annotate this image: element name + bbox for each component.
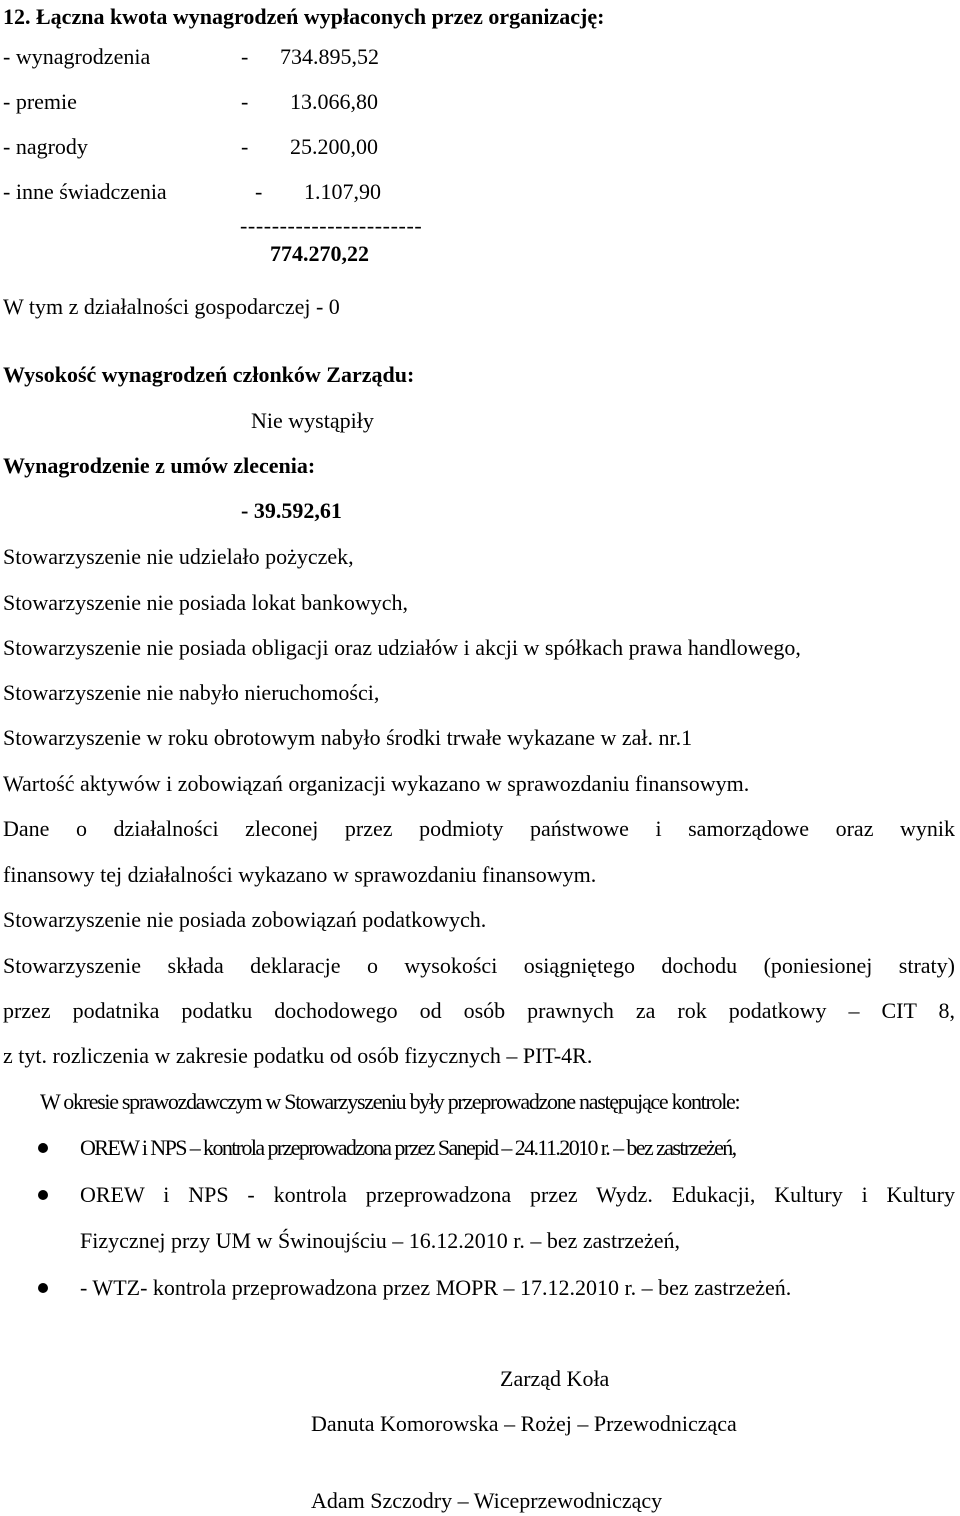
controls-heading: W okresie sprawozdawczym w Stowarzyszeniu były przeprowadzone następujące kontrole: bbox=[40, 1089, 740, 1114]
section-heading: 12. Łączna kwota wynagrodzeń wypłaconych przez organizację: bbox=[3, 4, 605, 29]
contract-heading: Wynagrodzenie z umów zlecenia: bbox=[3, 453, 316, 478]
commissioned-activity-line: Dane o działalności zleconej przez podmioty państwowe i samorządowe oraz wynik bbox=[3, 816, 955, 841]
control-item: Fizycznej przy UM w Świnoujściu – 16.12.2010 r. – bez zastrzeżeń, bbox=[80, 1228, 680, 1253]
item-dash: - bbox=[241, 89, 249, 114]
tax-liabilities-line: Stowarzyszenie nie posiada zobowiązań podatkowych. bbox=[3, 907, 487, 932]
item-dash: - bbox=[255, 179, 263, 204]
signature-board: Zarząd Koła bbox=[500, 1366, 610, 1391]
item-label: - premie bbox=[3, 89, 77, 114]
control-item: OREW i NPS – kontrola przeprowadzona przez Sanepid – 24.11.2010 r. – bez zastrzeżeń, bbox=[80, 1135, 736, 1160]
sum-separator: ----------------------- bbox=[240, 213, 423, 238]
statement-line: Stowarzyszenie nie nabyło nieruchomości, bbox=[3, 680, 380, 705]
control-item: OREW i NPS - kontrola przeprowadzona przez Wydz. Edukacji, Kultury i Kultury bbox=[80, 1182, 955, 1207]
item-label: - wynagrodzenia bbox=[3, 44, 151, 69]
bullet-icon bbox=[38, 1283, 48, 1293]
commissioned-activity-line: finansowy tej działalności wykazano w sprawozdaniu finansowym. bbox=[3, 862, 597, 887]
item-dash: - bbox=[241, 44, 249, 69]
item-value: 13.066,80 bbox=[290, 89, 378, 114]
signature-vice: Adam Szczodry – Wiceprzewodniczący bbox=[311, 1488, 663, 1513]
statement-line: Wartość aktywów i zobowiązań organizacji wykazano w sprawozdaniu finansowym. bbox=[3, 771, 750, 796]
statement-line: Stowarzyszenie w roku obrotowym nabyło środki trwałe wykazane w zał. nr.1 bbox=[3, 725, 693, 750]
item-label: - inne świadczenia bbox=[3, 179, 167, 204]
business-activity-line: W tym z działalności gospodarczej - 0 bbox=[3, 294, 340, 319]
item-label: - nagrody bbox=[3, 134, 88, 159]
statement-line: Stowarzyszenie nie posiada obligacji oraz udziałów i akcji w spółkach prawa handlowego, bbox=[3, 635, 801, 660]
item-value: 734.895,52 bbox=[280, 44, 379, 69]
bullet-icon bbox=[38, 1143, 48, 1153]
board-heading: Wysokość wynagrodzeń członków Zarządu: bbox=[3, 362, 415, 387]
item-value: 25.200,00 bbox=[290, 134, 378, 159]
statement-line: Stowarzyszenie nie udzielało pożyczek, bbox=[3, 544, 354, 569]
sum-total: 774.270,22 bbox=[270, 241, 369, 266]
tax-declaration-line: Stowarzyszenie składa deklaracje o wysokości osiągniętego dochodu (poniesionej straty) bbox=[3, 953, 955, 978]
bullet-icon bbox=[38, 1190, 48, 1200]
item-value: 1.107,90 bbox=[304, 179, 381, 204]
control-item: - WTZ- kontrola przeprowadzona przez MOPR – 17.12.2010 r. – bez zastrzeżeń. bbox=[80, 1275, 792, 1300]
tax-declaration-line: z tyt. rozliczenia w zakresie podatku od osób fizycznych – PIT-4R. bbox=[3, 1043, 593, 1068]
contract-value: - 39.592,61 bbox=[241, 498, 342, 523]
statement-line: Stowarzyszenie nie posiada lokat bankowych, bbox=[3, 590, 409, 615]
board-value: Nie wystąpiły bbox=[251, 408, 374, 433]
tax-declaration-line: przez podatnika podatku dochodowego od osób prawnych za rok podatkowy – CIT 8, bbox=[3, 998, 955, 1023]
item-dash: - bbox=[241, 134, 249, 159]
signature-chair: Danuta Komorowska – Rożej – Przewodnicząca bbox=[311, 1411, 737, 1436]
